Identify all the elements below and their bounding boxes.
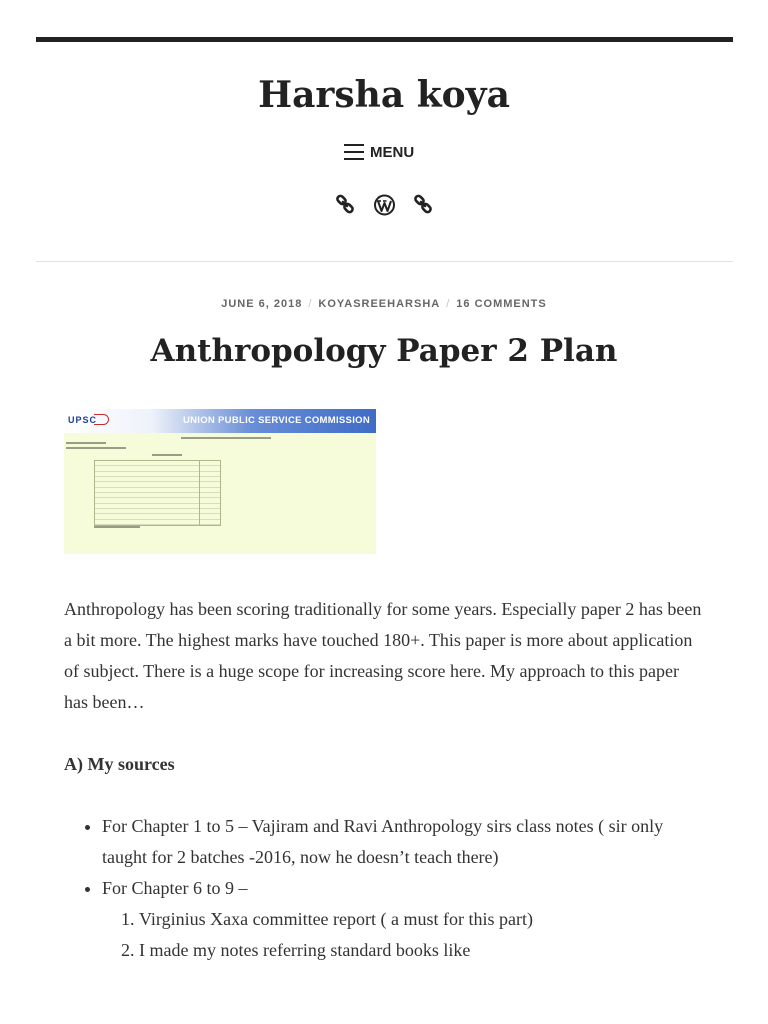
menu-label: MENU xyxy=(370,143,415,161)
marksheet-text-line xyxy=(152,454,182,456)
list-item-text: For Chapter 6 to 9 – xyxy=(102,878,248,898)
menu-button[interactable] xyxy=(344,138,414,166)
marksheet-banner-text: UNION PUBLIC SERVICE COMMISSION xyxy=(182,415,370,426)
marksheet-text-line xyxy=(66,447,126,449)
marks-table xyxy=(94,460,221,526)
marksheet-image[interactable] xyxy=(64,409,376,554)
author-link[interactable]: KOYASREEHARSHA xyxy=(318,298,441,310)
meta-separator: / xyxy=(308,298,313,310)
post-date-link[interactable]: JUNE 6, 2018 xyxy=(221,298,303,310)
sub-list xyxy=(102,904,704,966)
list-item: • For Chapter 1 to 5 – Vajiram and Ravi Anthropology sirs class notes ( sir only taught for 2 batches -2016, now he doesn’t teach there) xyxy=(102,811,704,873)
sources-list xyxy=(64,811,704,966)
section-heading: A) My sources xyxy=(64,754,175,774)
intro-paragraph: Anthropology has been scoring traditionally for some years. Especially paper 2 has been a bit more. The highest marks have touched 180+. This paper is more about application of subject. There is a huge scope for increasing score here. My approach to this paper has been… xyxy=(64,599,702,712)
upsc-logo: UPSC xyxy=(68,415,98,425)
post-content xyxy=(64,594,704,966)
top-border xyxy=(36,37,733,42)
site-title[interactable]: Harsha koya xyxy=(258,74,510,116)
header-divider xyxy=(36,261,733,262)
comments-link[interactable]: 16 COMMENTS xyxy=(456,298,547,310)
wordpress-icon[interactable] xyxy=(373,192,396,218)
entry-meta xyxy=(0,295,768,313)
list-item xyxy=(102,873,704,966)
hamburger-icon xyxy=(344,144,364,160)
marksheet-text-line xyxy=(66,442,106,444)
link-icon[interactable] xyxy=(412,192,435,218)
social-links xyxy=(0,192,768,218)
marksheet-text-line xyxy=(181,437,271,439)
post-title: Anthropology Paper 2 Plan xyxy=(150,333,618,369)
link-icon[interactable] xyxy=(334,192,357,218)
marksheet-text-line xyxy=(94,526,140,528)
sub-list-item: 2. I made my notes referring standard books like xyxy=(139,935,704,966)
sub-list-item: 1. Virginius Xaxa committee report ( a must for this part) xyxy=(139,904,704,935)
meta-separator: / xyxy=(446,298,451,310)
upsc-logo-mark xyxy=(94,414,109,425)
section-heading-paragraph xyxy=(64,749,704,780)
